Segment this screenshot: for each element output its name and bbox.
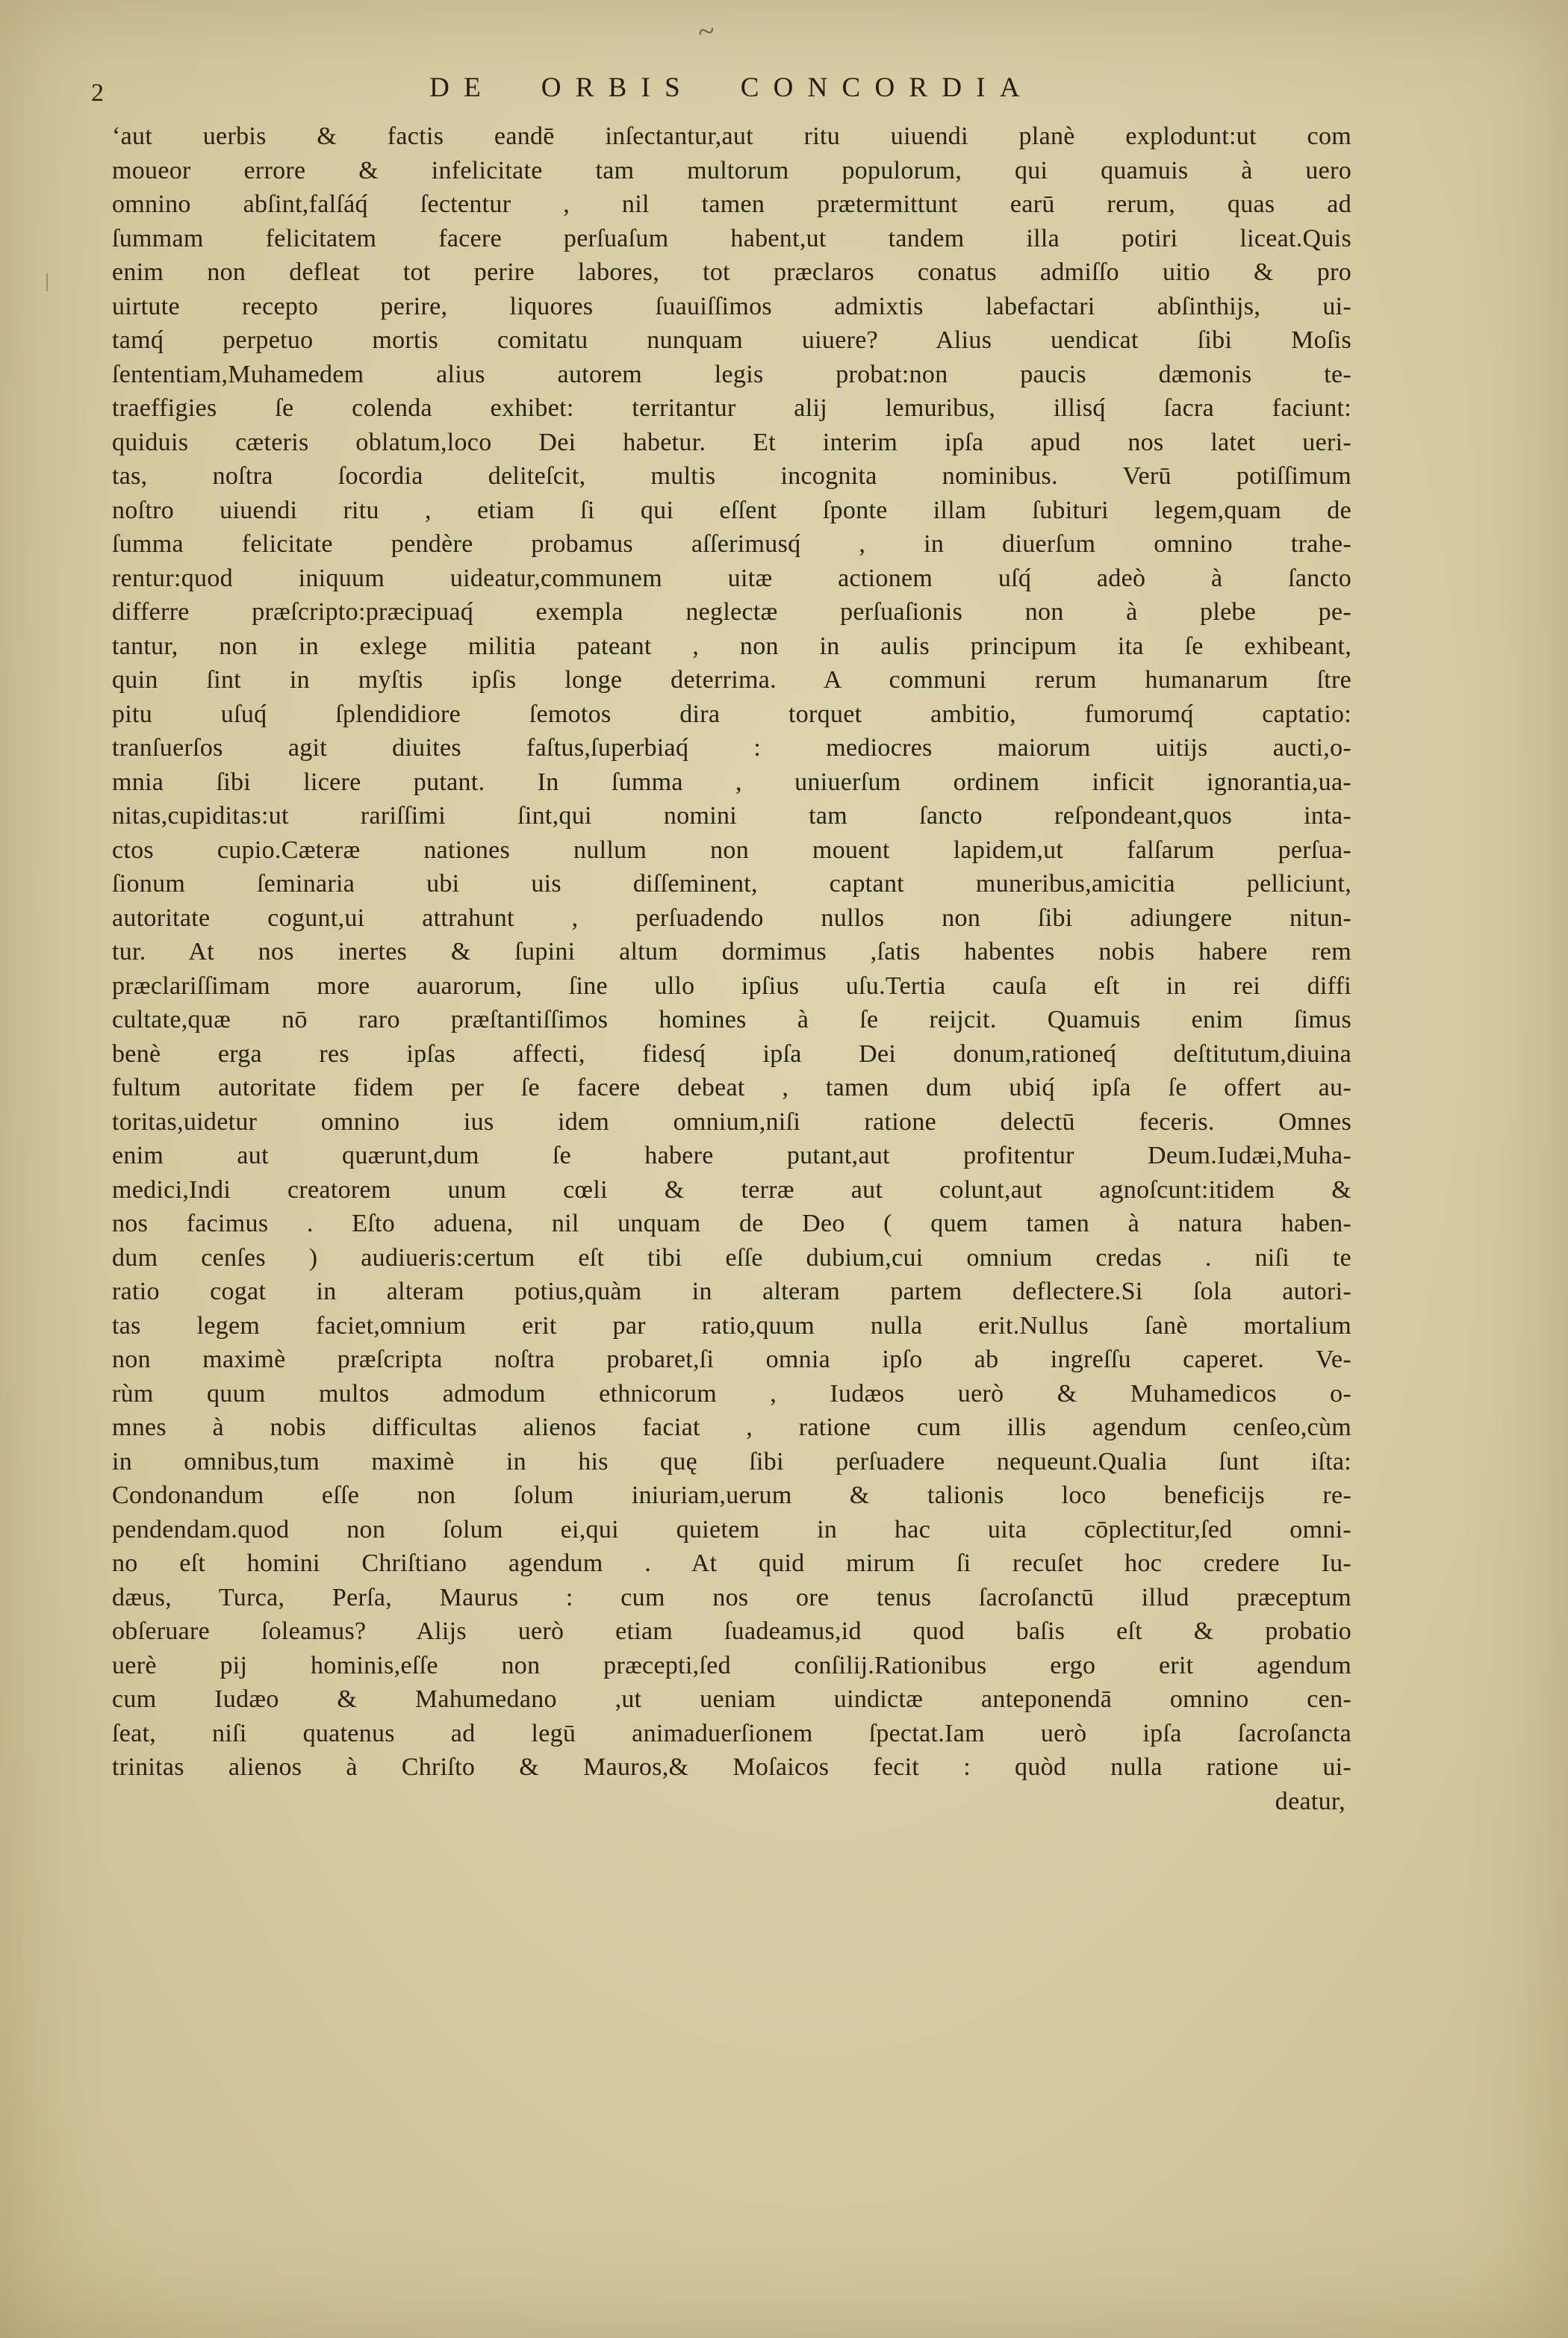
stray-ink-mark: ~	[695, 13, 717, 49]
text-line: enim non defleat tot perire labores, tot præclaros conatus admiſſo uitio & pro	[112, 258, 1351, 286]
text-line: moueor errore & infelicitate tam multorum populorum, qui quamuis à uero	[112, 156, 1351, 184]
text-line: pendendam.quod non ſolum ei,qui quietem in hac uita cōplectitur,ſed omni-	[112, 1515, 1351, 1543]
text-line: tas legem faciet,omnium erit par ratio,quum nulla erit.Nullus ſanè mortalium	[112, 1311, 1351, 1340]
text-line: benè erga res ipſas affecti, fidesq́ ipſa Dei donum,rationeq́ deſtitutum,diuina	[112, 1039, 1351, 1068]
text-line: Condonandum eſſe non ſolum iniuriam,uerum & talionis loco beneficijs re-	[112, 1482, 1351, 1509]
catchword: deatur,	[1275, 1787, 1345, 1815]
page-header	[91, 72, 1351, 111]
text-line: ratio cogat in alteram potius,quàm in alteram partem deflectere.Si ſola autori-	[112, 1278, 1351, 1305]
text-line: medici,Indi creatorem unum cœli & terræ aut colunt,aut agnoſcunt:itidem &	[112, 1175, 1351, 1204]
text-line: ‘aut uerbis & factis eandē inſectantur,aut ritu uiuendi planè explodunt:ut com	[112, 122, 1351, 150]
text-line: tranſuerſos agit diuites faſtus,ſuperbiaq́ : mediocres maiorum uitijs aucti,o-	[112, 734, 1351, 762]
text-line: uerè pij hominis,eſſe non præcepti,ſed conſilij.Rationibus ergo erit agendum	[112, 1651, 1351, 1679]
text-line: quin ſint in myſtis ipſis longe deterrima. A communi rerum humanarum ſtre	[112, 666, 1351, 694]
running-title: DE ORBIS CONCORDIA	[429, 72, 1034, 103]
text-line: tas, noſtra ſocordia deliteſcit, multis incognita nominibus. Verū potiſſimum	[112, 462, 1351, 490]
text-line: ſummam felicitatem facere perſuaſum habent,ut tandem illa potiri liceat.Quis	[112, 224, 1351, 252]
text-line: omnino abſint,falſáq́ ſectentur , nil tamen prætermittunt earū rerum, quas ad	[112, 190, 1351, 218]
text-line: uirtute recepto perire, liquores ſuauiſſimos admixtis labefactari abſinthijs, ui-	[112, 292, 1351, 320]
text-line: ſeat, niſi quatenus ad legū animaduerſionem ſpectat.Iam uerò ipſa ſacroſancta	[112, 1719, 1351, 1747]
text-line: tur. At nos inertes & ſupini altum dormimus ,ſatis habentes nobis habere rem	[112, 938, 1351, 966]
margin-ink-stroke: \	[39, 268, 55, 297]
text-line: non maximè præſcripta noſtra probaret,ſi omnia ipſo ab ingreſſu caperet. Ve-	[112, 1346, 1351, 1373]
text-line: mnia ſibi licere putant. In ſumma , uniuerſum ordinem inficit ignorantia,ua-	[112, 768, 1351, 796]
catchword-line	[112, 1785, 1351, 1819]
text-line: noſtro uiuendi ritu , etiam ſi qui eſſent ſponte illam ſubituri legem,quam de	[112, 496, 1351, 524]
text-line: mnes à nobis difficultas alienos faciat , ratione cum illis agendum cenſeo,cùm	[112, 1414, 1351, 1441]
text-line: traeffigies ſe colenda exhibet: territantur alij lemuribus, illisq́ ſacra faciunt:	[112, 394, 1351, 422]
text-line: nitas,cupiditas:ut rariſſimi ſint,qui nomini tam ſancto reſpondeant,quos inta-	[112, 802, 1351, 830]
body-text	[112, 119, 1351, 1785]
text-line: differre præſcripto:præcipuaq́ exempla neglectæ perſuaſionis non à plebe pe-	[112, 598, 1351, 626]
text-line: tamq́ perpetuo mortis comitatu nunquam uiuere? Alius uendicat ſibi Moſis	[112, 326, 1351, 354]
text-line: no eſt homini Chriſtiano agendum . At quid mirum ſi recuſet hoc credere Iu-	[112, 1549, 1351, 1577]
text-line: dæus, Turca, Perſa, Maurus : cum nos ore tenus ſacroſanctū illud præceptum	[112, 1583, 1351, 1611]
text-line: ſumma felicitate pendère probamus aſſerimusq́ , in diuerſum omnino trahe-	[112, 530, 1351, 558]
text-line: tantur, non in exlege militia pateant , non in aulis principum ita ſe exhibeant,	[112, 632, 1351, 660]
text-line: trinitas alienos à Chriſto & Mauros,& Moſaicos fecit : quòd nulla ratione ui-	[112, 1753, 1351, 1781]
text-line: in omnibus,tum maximè in his quę ſibi perſuadere nequeunt.Qualia ſunt iſta:	[112, 1447, 1351, 1476]
text-line: fultum autoritate fidem per ſe facere debeat , tamen dum ubiq́ ipſa ſe offert au-	[112, 1074, 1351, 1101]
text-line: autoritate cogunt,ui attrahunt , perſuadendo nullos non ſibi adiungere nitun-	[112, 904, 1351, 932]
text-line: toritas,uidetur omnino ius idem omnium,niſi ratione delectū feceris. Omnes	[112, 1107, 1351, 1136]
text-block	[112, 119, 1351, 1818]
text-line: ſionum ſeminaria ubi uis diſſeminent, captant muneribus,amicitia pelliciunt,	[112, 870, 1351, 898]
text-line: rùm quum multos admodum ethnicorum , Iudæos uerò & Muhamedicos o-	[112, 1379, 1351, 1408]
text-line: ſententiam,Muhamedem alius autorem legis probat:non paucis dæmonis te-	[112, 360, 1351, 388]
text-line: nos facimus . Eſto aduena, nil unquam de Deo ( quem tamen à natura haben-	[112, 1210, 1351, 1237]
text-line: rentur:quod iniquum uideatur,communem uitæ actionem uſq́ adeò à ſancto	[112, 564, 1351, 592]
page-number: 2	[91, 79, 104, 107]
text-line: cum Iudæo & Mahumedano ,ut ueniam uindictæ anteponendā omnino cen-	[112, 1685, 1351, 1713]
text-line: obſeruare ſoleamus? Alijs uerò etiam ſuadeamus,id quod baſis eſt & probatio	[112, 1617, 1351, 1645]
text-line: cultate,quæ nō raro præſtantiſſimos homines à ſe reijcit. Quamuis enim ſimus	[112, 1006, 1351, 1033]
text-line: enim aut quærunt,dum ſe habere putant,aut profitentur Deum.Iudæi,Muha-	[112, 1142, 1351, 1169]
text-line: dum cenſes ) audiueris:certum eſt tibi eſſe dubium,cui omnium credas . niſi te	[112, 1243, 1351, 1272]
text-line: pitu uſuq́ ſplendidiore ſemotos dira torquet ambitio, fumorumq́ captatio:	[112, 700, 1351, 728]
text-line: ctos cupio.Cæteræ nationes nullum non mouent lapidem,ut falſarum perſua-	[112, 836, 1351, 864]
text-line: quiduis cæteris oblatum,loco Dei habetur. Et interim ipſa apud nos latet ueri-	[112, 428, 1351, 456]
text-line: præclariſſimam more auarorum, ſine ullo ipſius uſu.Tertia cauſa eſt in rei diffi	[112, 971, 1351, 1000]
